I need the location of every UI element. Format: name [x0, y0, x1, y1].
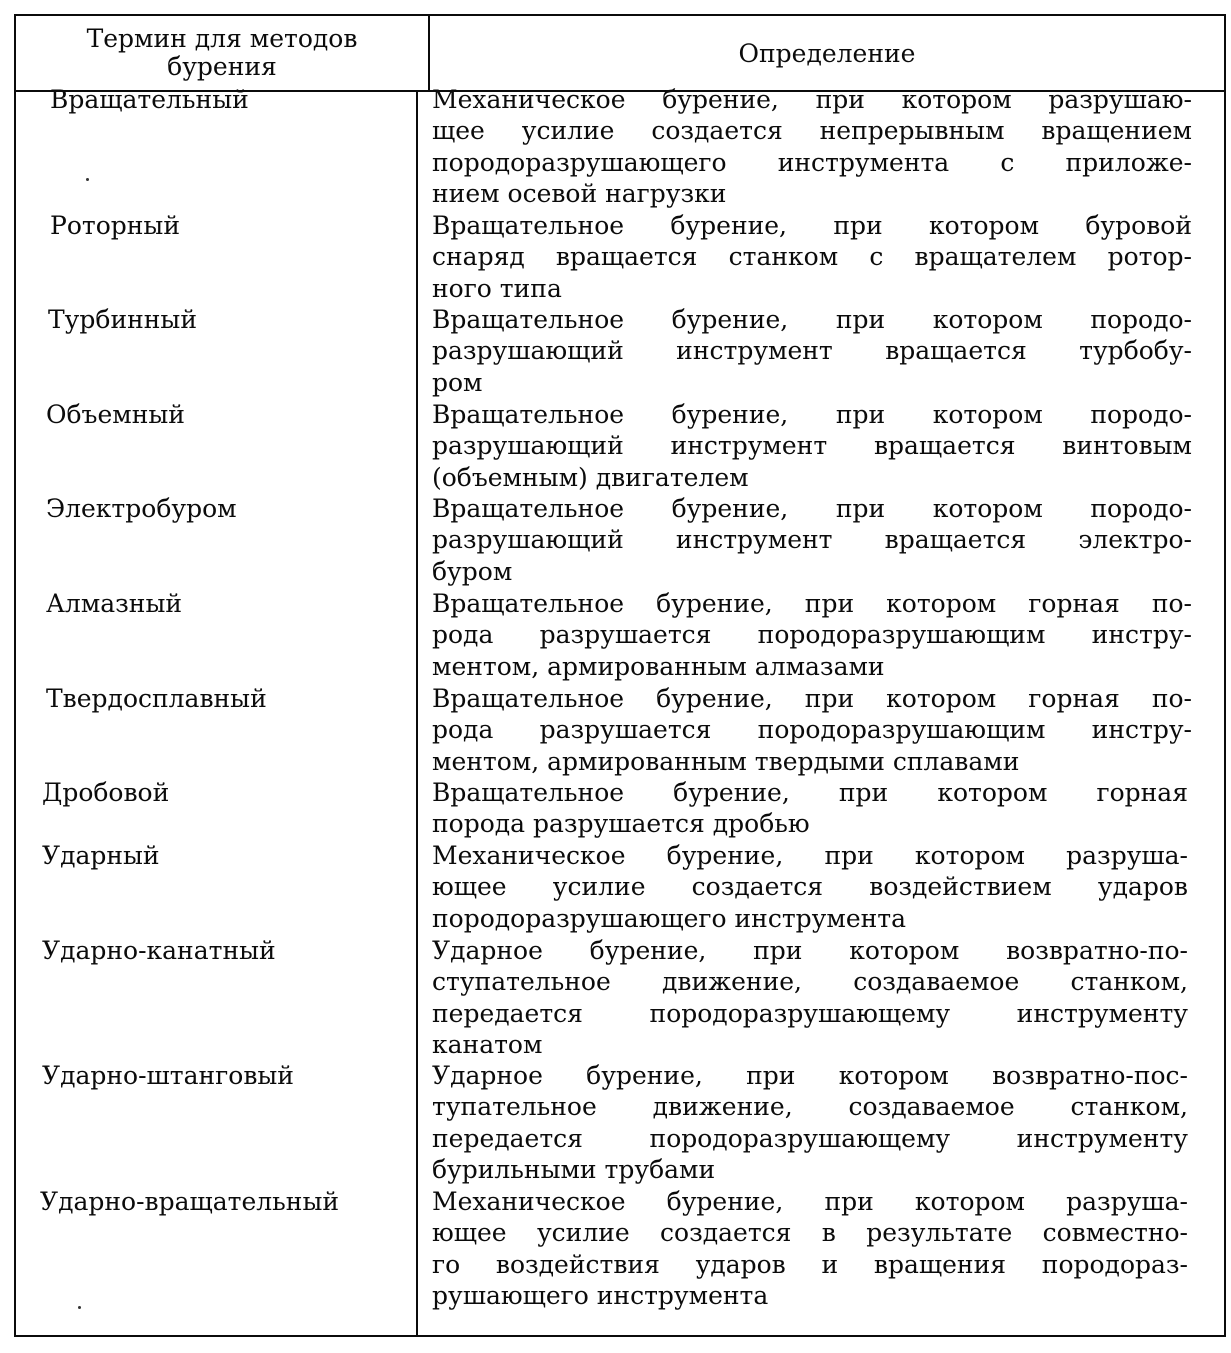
row-definition — [432, 210, 1192, 304]
row-definition — [432, 304, 1192, 398]
definition-line: ментом, армированным алмазами — [432, 651, 885, 681]
row-term: Алмазный — [46, 589, 183, 618]
row-term: Ударно-вращательный — [40, 1187, 339, 1216]
definition-line: Механическое бурение, при котором разруша- — [432, 1187, 1188, 1216]
definition-line: ющее усилие создается в результате совместно- — [432, 1218, 1188, 1248]
definition-line: Вращательное бурение, при котором горная по- — [432, 684, 1192, 713]
row-definition — [432, 683, 1192, 777]
drilling-methods-table — [14, 14, 1226, 1337]
row-definition — [432, 840, 1188, 934]
row-definition — [432, 1186, 1188, 1312]
definition-line: ступательное движение, создаваемое станком, — [432, 967, 1188, 997]
definition-line: (объемным) двигателем — [432, 462, 749, 492]
row-definition — [432, 1060, 1188, 1186]
definition-line: канатом — [432, 1030, 543, 1060]
row-term: Твердосплавный — [46, 684, 267, 713]
definition-line: ром — [432, 367, 483, 397]
definition-line: Вращательное бурение, при котором горная по- — [432, 589, 1192, 618]
definition-line: Вращательное бурение, при котором породо- — [432, 305, 1192, 334]
definition-line: Вращательное бурение, при котором породо- — [432, 400, 1192, 429]
row-term: Турбинный — [48, 305, 197, 334]
definition-line: Механическое бурение, при котором разруша- — [432, 841, 1188, 870]
row-term: Ударный — [42, 841, 160, 870]
row-definition — [432, 777, 1188, 840]
definition-line: рода разрушается породоразрушающим инстру- — [432, 715, 1192, 745]
definition-line: ного типа — [432, 273, 562, 303]
definition-line: Ударное бурение, при котором возвратно-пос- — [432, 1061, 1188, 1090]
definition-line: передается породоразрушающему инструменту — [432, 1123, 1188, 1153]
header-definition: Определение — [738, 38, 916, 68]
definition-line: бурильными трубами — [432, 1155, 716, 1185]
definition-line: ющее усилие создается воздействием ударов — [432, 872, 1188, 902]
row-definition — [432, 399, 1192, 493]
definition-line: Вращательное бурение, при котором горная — [432, 778, 1188, 807]
row-term: Ударно-канатный — [42, 936, 276, 965]
definition-line: Ударное бурение, при котором возвратно-по- — [432, 936, 1188, 965]
definition-line: Механическое бурение, при котором разрушаю- — [432, 85, 1192, 114]
definition-line: рушающего инструмента — [432, 1281, 769, 1311]
row-definition — [432, 84, 1192, 210]
definition-line: порода разрушается дробью — [432, 809, 810, 839]
definition-line: разрушающий инструмент вращается винтовым — [432, 431, 1192, 461]
scan-speck — [78, 1306, 81, 1309]
header-term: Термин для методов бурения — [86, 24, 358, 81]
definition-line: породоразрушающего инструмента — [432, 903, 907, 933]
definition-line: породоразрушающего инструмента с приложе- — [432, 147, 1192, 177]
definition-line: передается породоразрушающему инструменту — [432, 998, 1188, 1028]
row-definition — [432, 935, 1188, 1061]
definition-line: Вращательное бурение, при котором буровой — [432, 211, 1192, 240]
definition-line: рода разрушается породоразрушающим инстру- — [432, 620, 1192, 650]
header-column-divider — [428, 16, 430, 92]
definition-line: го воздействия ударов и вращения породораз- — [432, 1249, 1188, 1279]
row-term: Электробуром — [46, 494, 237, 523]
body-column-divider — [416, 92, 418, 1335]
definition-line: нием осевой нагрузки — [432, 179, 727, 209]
table-header — [16, 16, 1224, 92]
definition-line: разрушающий инструмент вращается электро- — [432, 525, 1192, 555]
definition-line: тупательное движение, создаваемое станком, — [432, 1092, 1188, 1122]
row-definition — [432, 588, 1192, 682]
definition-line: ментом, армированным твердыми сплавами — [432, 746, 1020, 776]
row-term: Вращательный — [50, 85, 249, 114]
definition-line: щее усилие создается непрерывным вращением — [432, 116, 1192, 146]
row-definition — [432, 493, 1192, 587]
definition-line: снаряд вращается станком с вращателем ротор- — [432, 242, 1192, 272]
definition-line: Вращательное бурение, при котором породо- — [432, 494, 1192, 523]
scan-speck — [86, 178, 89, 181]
row-term: Объемный — [46, 400, 185, 429]
row-term: Дробовой — [42, 778, 170, 807]
definition-line: разрушающий инструмент вращается турбобу- — [432, 336, 1192, 366]
row-term: Роторный — [50, 211, 180, 240]
definition-line: буром — [432, 556, 513, 586]
row-term: Ударно-штанговый — [42, 1061, 294, 1090]
